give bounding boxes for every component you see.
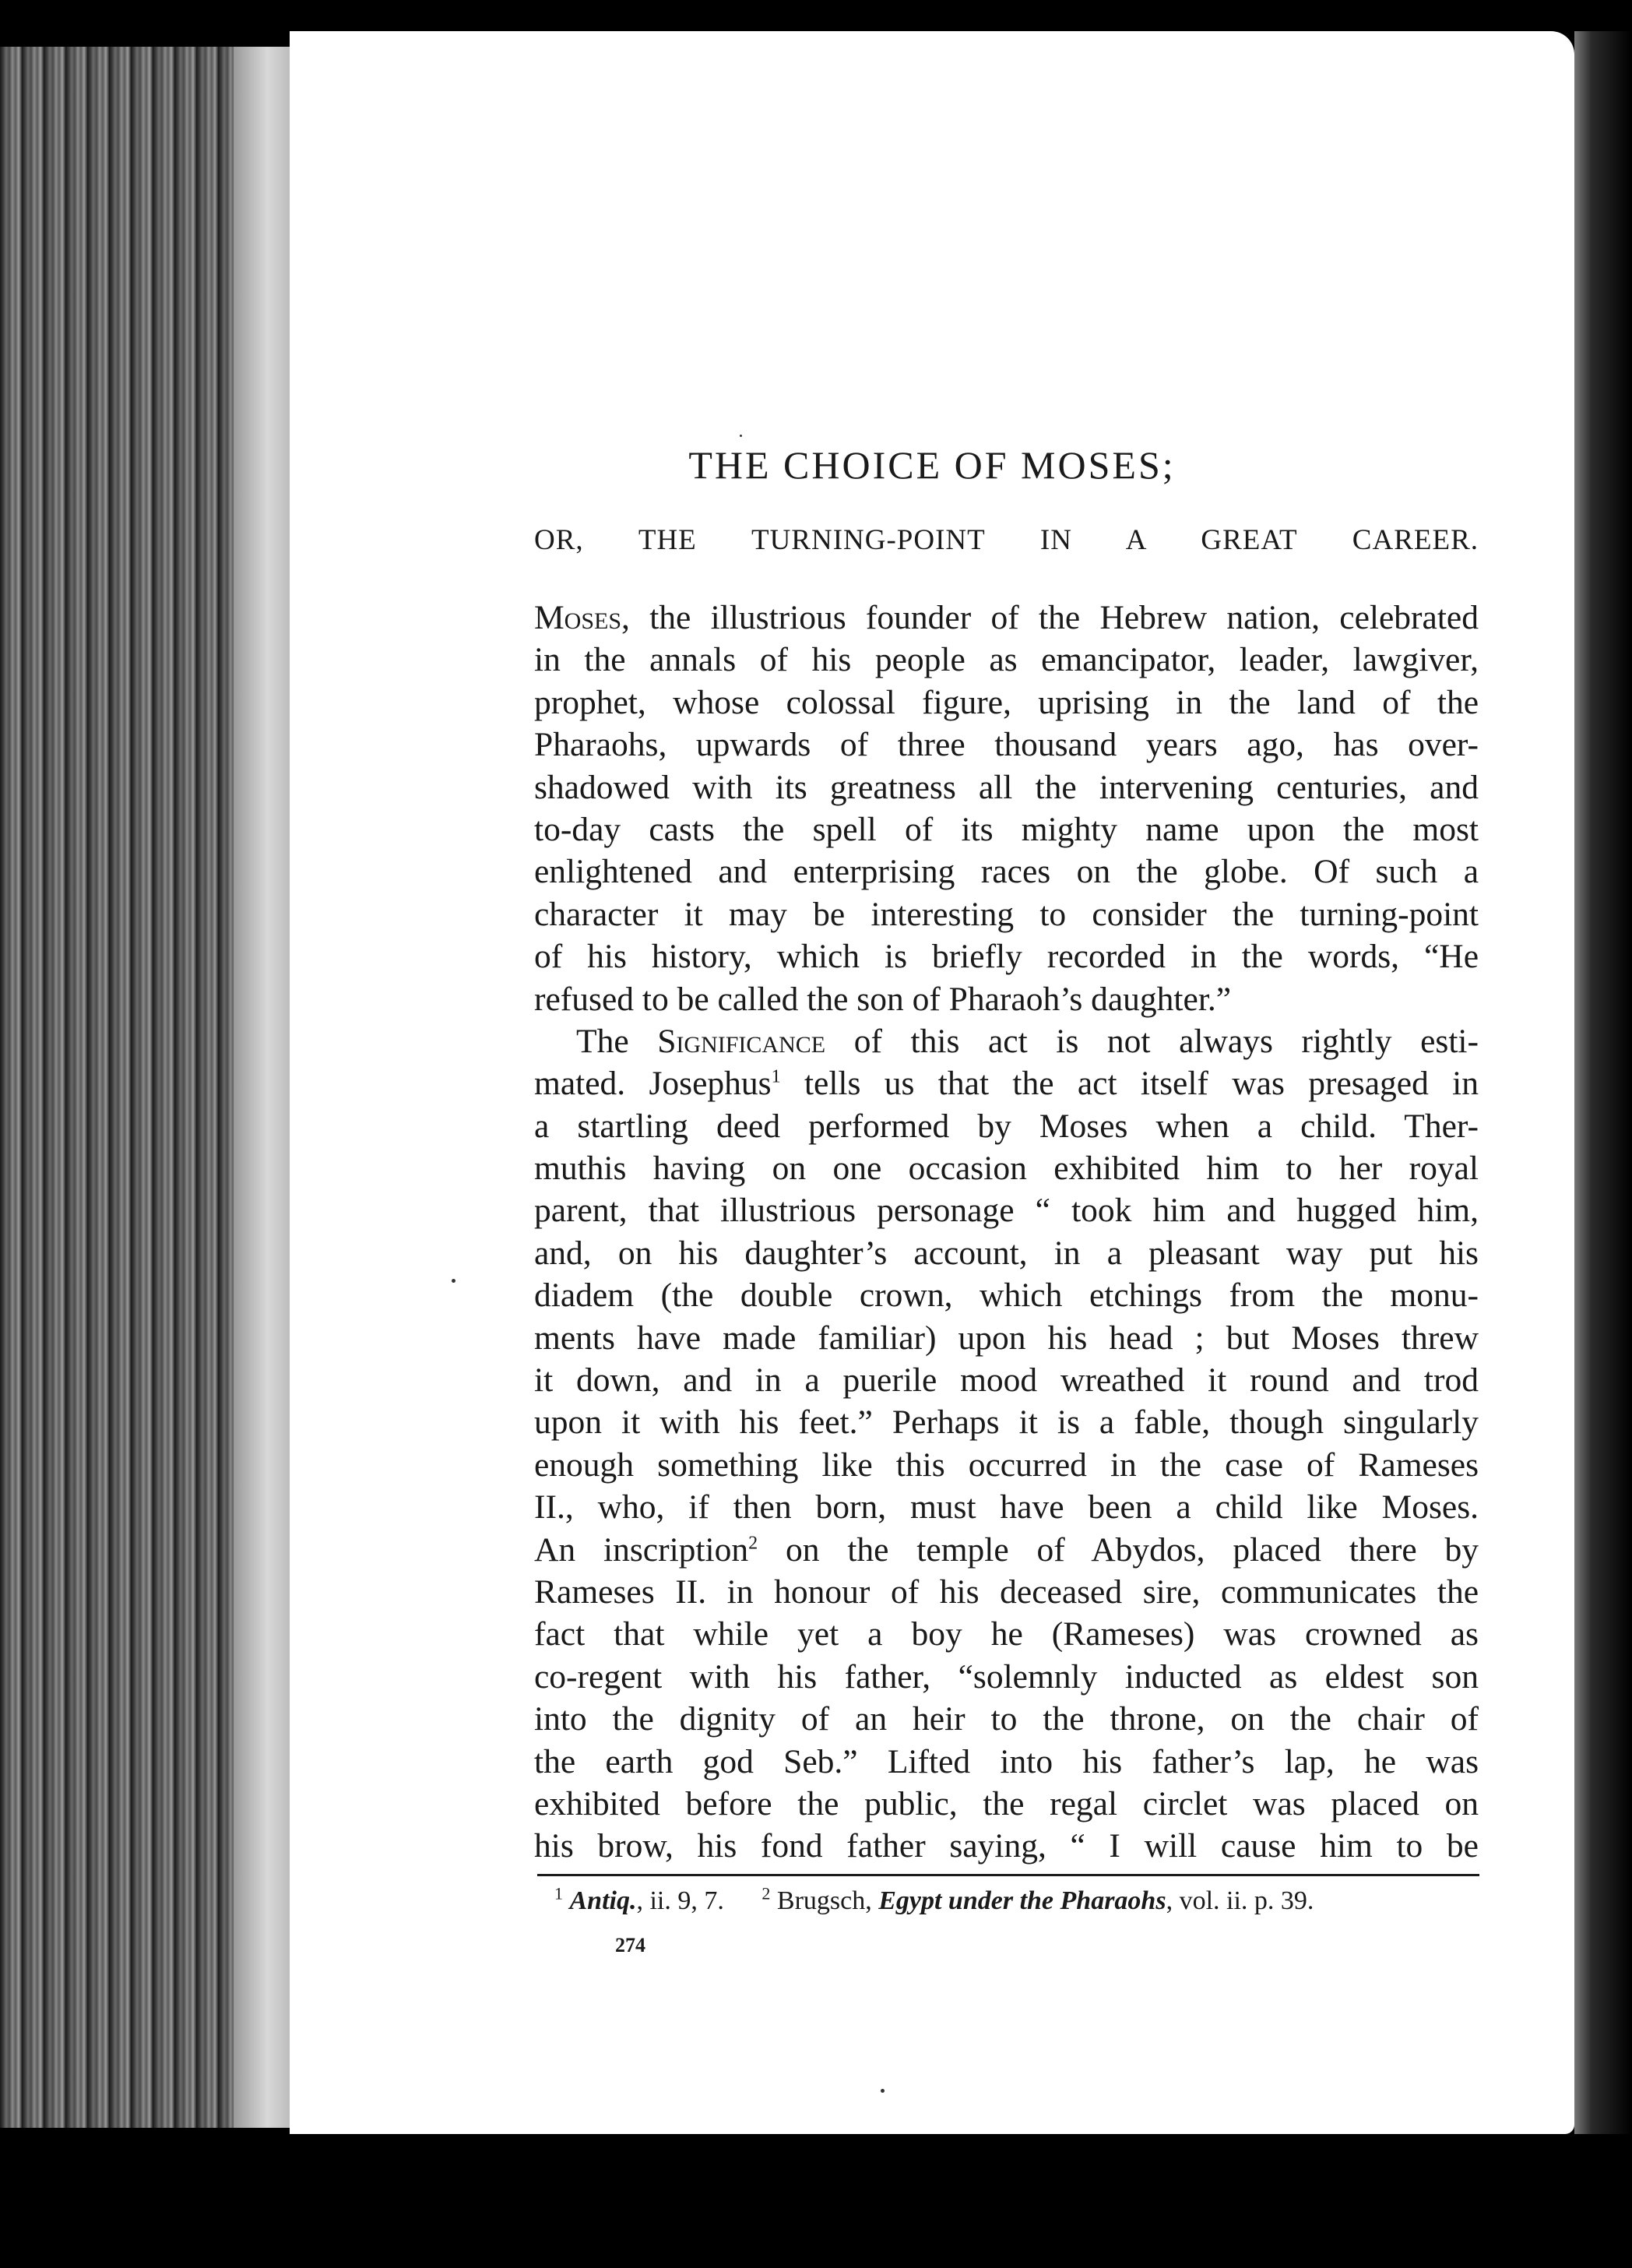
text-line: The Significance of this act is not always rightly esti-	[576, 1022, 1479, 1060]
footnote-rule	[537, 1874, 1479, 1876]
footnote-1: $^1$ Antiq., ii. 9, 7.	[554, 1883, 724, 1915]
text-line: exhibited before the public, the regal circlet was placed on	[534, 1784, 1479, 1822]
book-right-edge	[1574, 31, 1632, 2134]
text-line: character it may be interesting to consider the turning-point	[534, 895, 1479, 933]
ink-speck	[881, 2089, 885, 2093]
body-text	[534, 597, 1479, 1868]
text-line: of his history, which is briefly recorded in the words, “He	[534, 938, 1479, 976]
chapter-subtitle: OR, THE TURNING-POINT IN A GREAT CAREER.	[534, 524, 1479, 556]
ink-speck	[452, 1279, 455, 1283]
book-page-edges	[0, 47, 290, 2128]
text-line: it down, and in a puerile mood wreathed it round and trod	[534, 1361, 1479, 1400]
footnote-2: $^2$ Brugsch, Egypt under the Pharaohs, vol. ii. p. 39.	[761, 1883, 1314, 1915]
text-line: refused to be called the son of Pharaoh’s daughter.”	[534, 980, 1232, 1018]
text-line: muthis having on one occasion exhibited him to her royal	[534, 1150, 1479, 1188]
text-line: mated. Josephus$^1$ tells us that the act itself was presaged in	[534, 1065, 1479, 1103]
text-line: ments have made familiar) upon his head ; but Moses threw	[534, 1319, 1479, 1357]
small-caps-word: Significance	[657, 1022, 826, 1060]
text-line: Rameses II. in honour of his deceased sire, communicates the	[534, 1572, 1479, 1611]
text-line: enlightened and enterprising races on the globe. Of such a	[534, 853, 1479, 891]
text-line: Moses, the illustrious founder of the Hebrew nation, celebrated	[534, 599, 1479, 636]
text-line: II., who, if then born, must have been a child like Moses.	[534, 1488, 1479, 1527]
text-line: his brow, his fond father saying, “ I will cause him to be	[534, 1827, 1479, 1865]
text-line: parent, that illustrious personage “ took him and hugged him,	[534, 1192, 1479, 1230]
text-line: enough something like this occurred in the case of Rameses	[534, 1446, 1479, 1484]
text-line: Pharaohs, upwards of three thousand years ago, has over-	[534, 726, 1479, 764]
text-line: An inscription$^2$ on the temple of Abydos, placed there by	[534, 1530, 1479, 1569]
chapter-title: THE CHOICE OF MOSES;	[688, 443, 1176, 487]
text-line: to-day casts the spell of its mighty name upon the most	[534, 810, 1479, 848]
text-line: into the dignity of an heir to the throne, on the chair of	[534, 1700, 1479, 1738]
text-line: in the annals of his people as emancipator, leader, lawgiver,	[534, 641, 1479, 679]
page-number: 274	[615, 1934, 645, 1956]
text-line: and, on his daughter’s account, in a pleasant way put his	[534, 1234, 1479, 1272]
text-line: diadem (the double crown, which etchings from the monu-	[534, 1277, 1479, 1315]
drop-word: Moses	[534, 599, 622, 636]
footnote-ref: 1	[771, 1066, 781, 1087]
text-line: shadowed with its greatness all the intervening centuries, and	[534, 768, 1479, 806]
ink-speck	[740, 435, 742, 437]
text-line: a startling deed performed by Moses when a child. Ther-	[534, 1107, 1479, 1145]
text-line: fact that while yet a boy he (Rameses) was crowned as	[534, 1615, 1479, 1653]
footnotes	[554, 1883, 1314, 1916]
footnote-ref: 2	[748, 1533, 758, 1554]
text-line: prophet, whose colossal figure, uprising in the land of the	[534, 683, 1479, 721]
text-line: co-regent with his father, “solemnly inducted as eldest son	[534, 1657, 1479, 1696]
text-line: upon it with his feet.” Perhaps it is a fable, though singularly	[534, 1403, 1479, 1442]
text-line: the earth god Seb.” Lifted into his father’s lap, he was	[534, 1742, 1479, 1780]
